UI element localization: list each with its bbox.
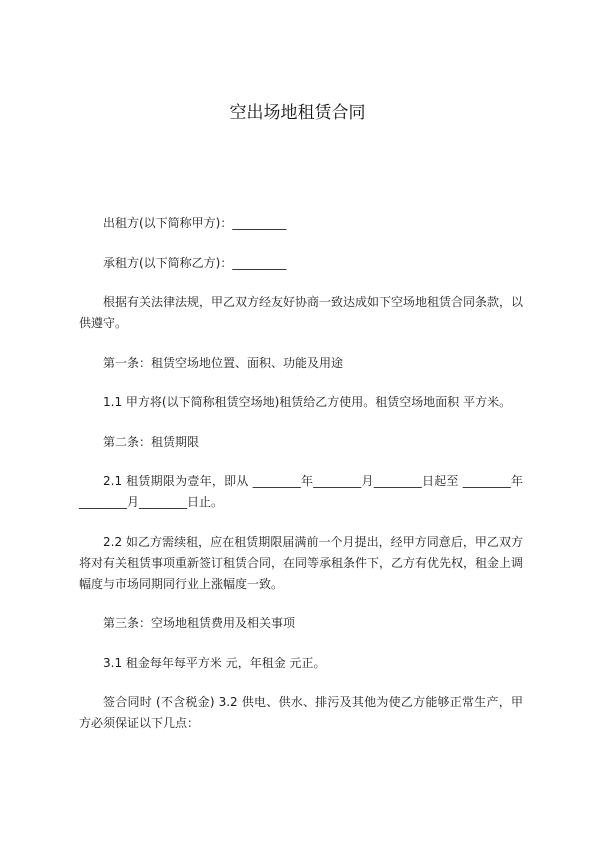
clause-3-1 (79, 653, 523, 674)
paragraph-line: 2.2 如乙方需续租，应在租赁期限届满前一个月提出，经甲方同意后，甲乙双方 (103, 534, 523, 549)
preamble-paragraph (79, 292, 523, 334)
clause-2-2 (79, 532, 523, 595)
paragraph-line: 出租方(以下简称甲方)：_________ (103, 216, 287, 230)
paragraph-line: 供遵守。 (79, 316, 128, 330)
lessor-line (79, 213, 523, 234)
lessee-line (79, 253, 523, 274)
paragraph-line: 第二条：租赁期限 (103, 434, 200, 449)
paragraph-line: 根据有关法律法规，甲乙双方经友好协商一致达成如下空场地租赁合同条款，以 (103, 295, 524, 309)
paragraph-line: 第一条：租赁空场地位置、面积、功能及用途 (103, 355, 344, 370)
clause-1-1 (79, 392, 523, 413)
clause-2-1 (79, 471, 523, 513)
paragraph-line: 第三条：空场地租赁费用及相关事项 (103, 616, 296, 630)
paragraph-line: 方必须保证以下几点： (79, 716, 200, 730)
document-body (79, 213, 523, 753)
article-3-heading (79, 613, 523, 634)
paragraph-line: 签合同时 (不含税金) 3.2 供电、供水、排污及其他为使乙方能够正常生产，甲 (103, 695, 523, 709)
clause-3-2 (79, 692, 523, 734)
paragraph-line: 3.1 租金每年每平方米 元，年租金 元正。 (103, 655, 326, 670)
paragraph-line: 2.1 租赁期限为壹年，即从 ________年________月________日起至 ________年 (103, 474, 523, 488)
paragraph-line: 将对有关租赁事项重新签订租赁合同，在同等承租条件下，乙方有优先权，租金上调 (79, 555, 524, 570)
article-2-heading (79, 432, 523, 453)
paragraph-line: ________月________日止。 (79, 495, 224, 509)
paragraph-line: 1.1 甲方将(以下简称租赁空场地)租赁给乙方使用。租赁空场地面积 平方米。 (103, 395, 512, 409)
paragraph-line: 幅度与市场同期同行业上涨幅度一致。 (79, 576, 284, 591)
article-1-heading (79, 353, 523, 374)
document-title: 空出场地租赁合同 (229, 103, 366, 123)
paragraph-line: 承租方(以下简称乙方)：_________ (103, 255, 287, 270)
